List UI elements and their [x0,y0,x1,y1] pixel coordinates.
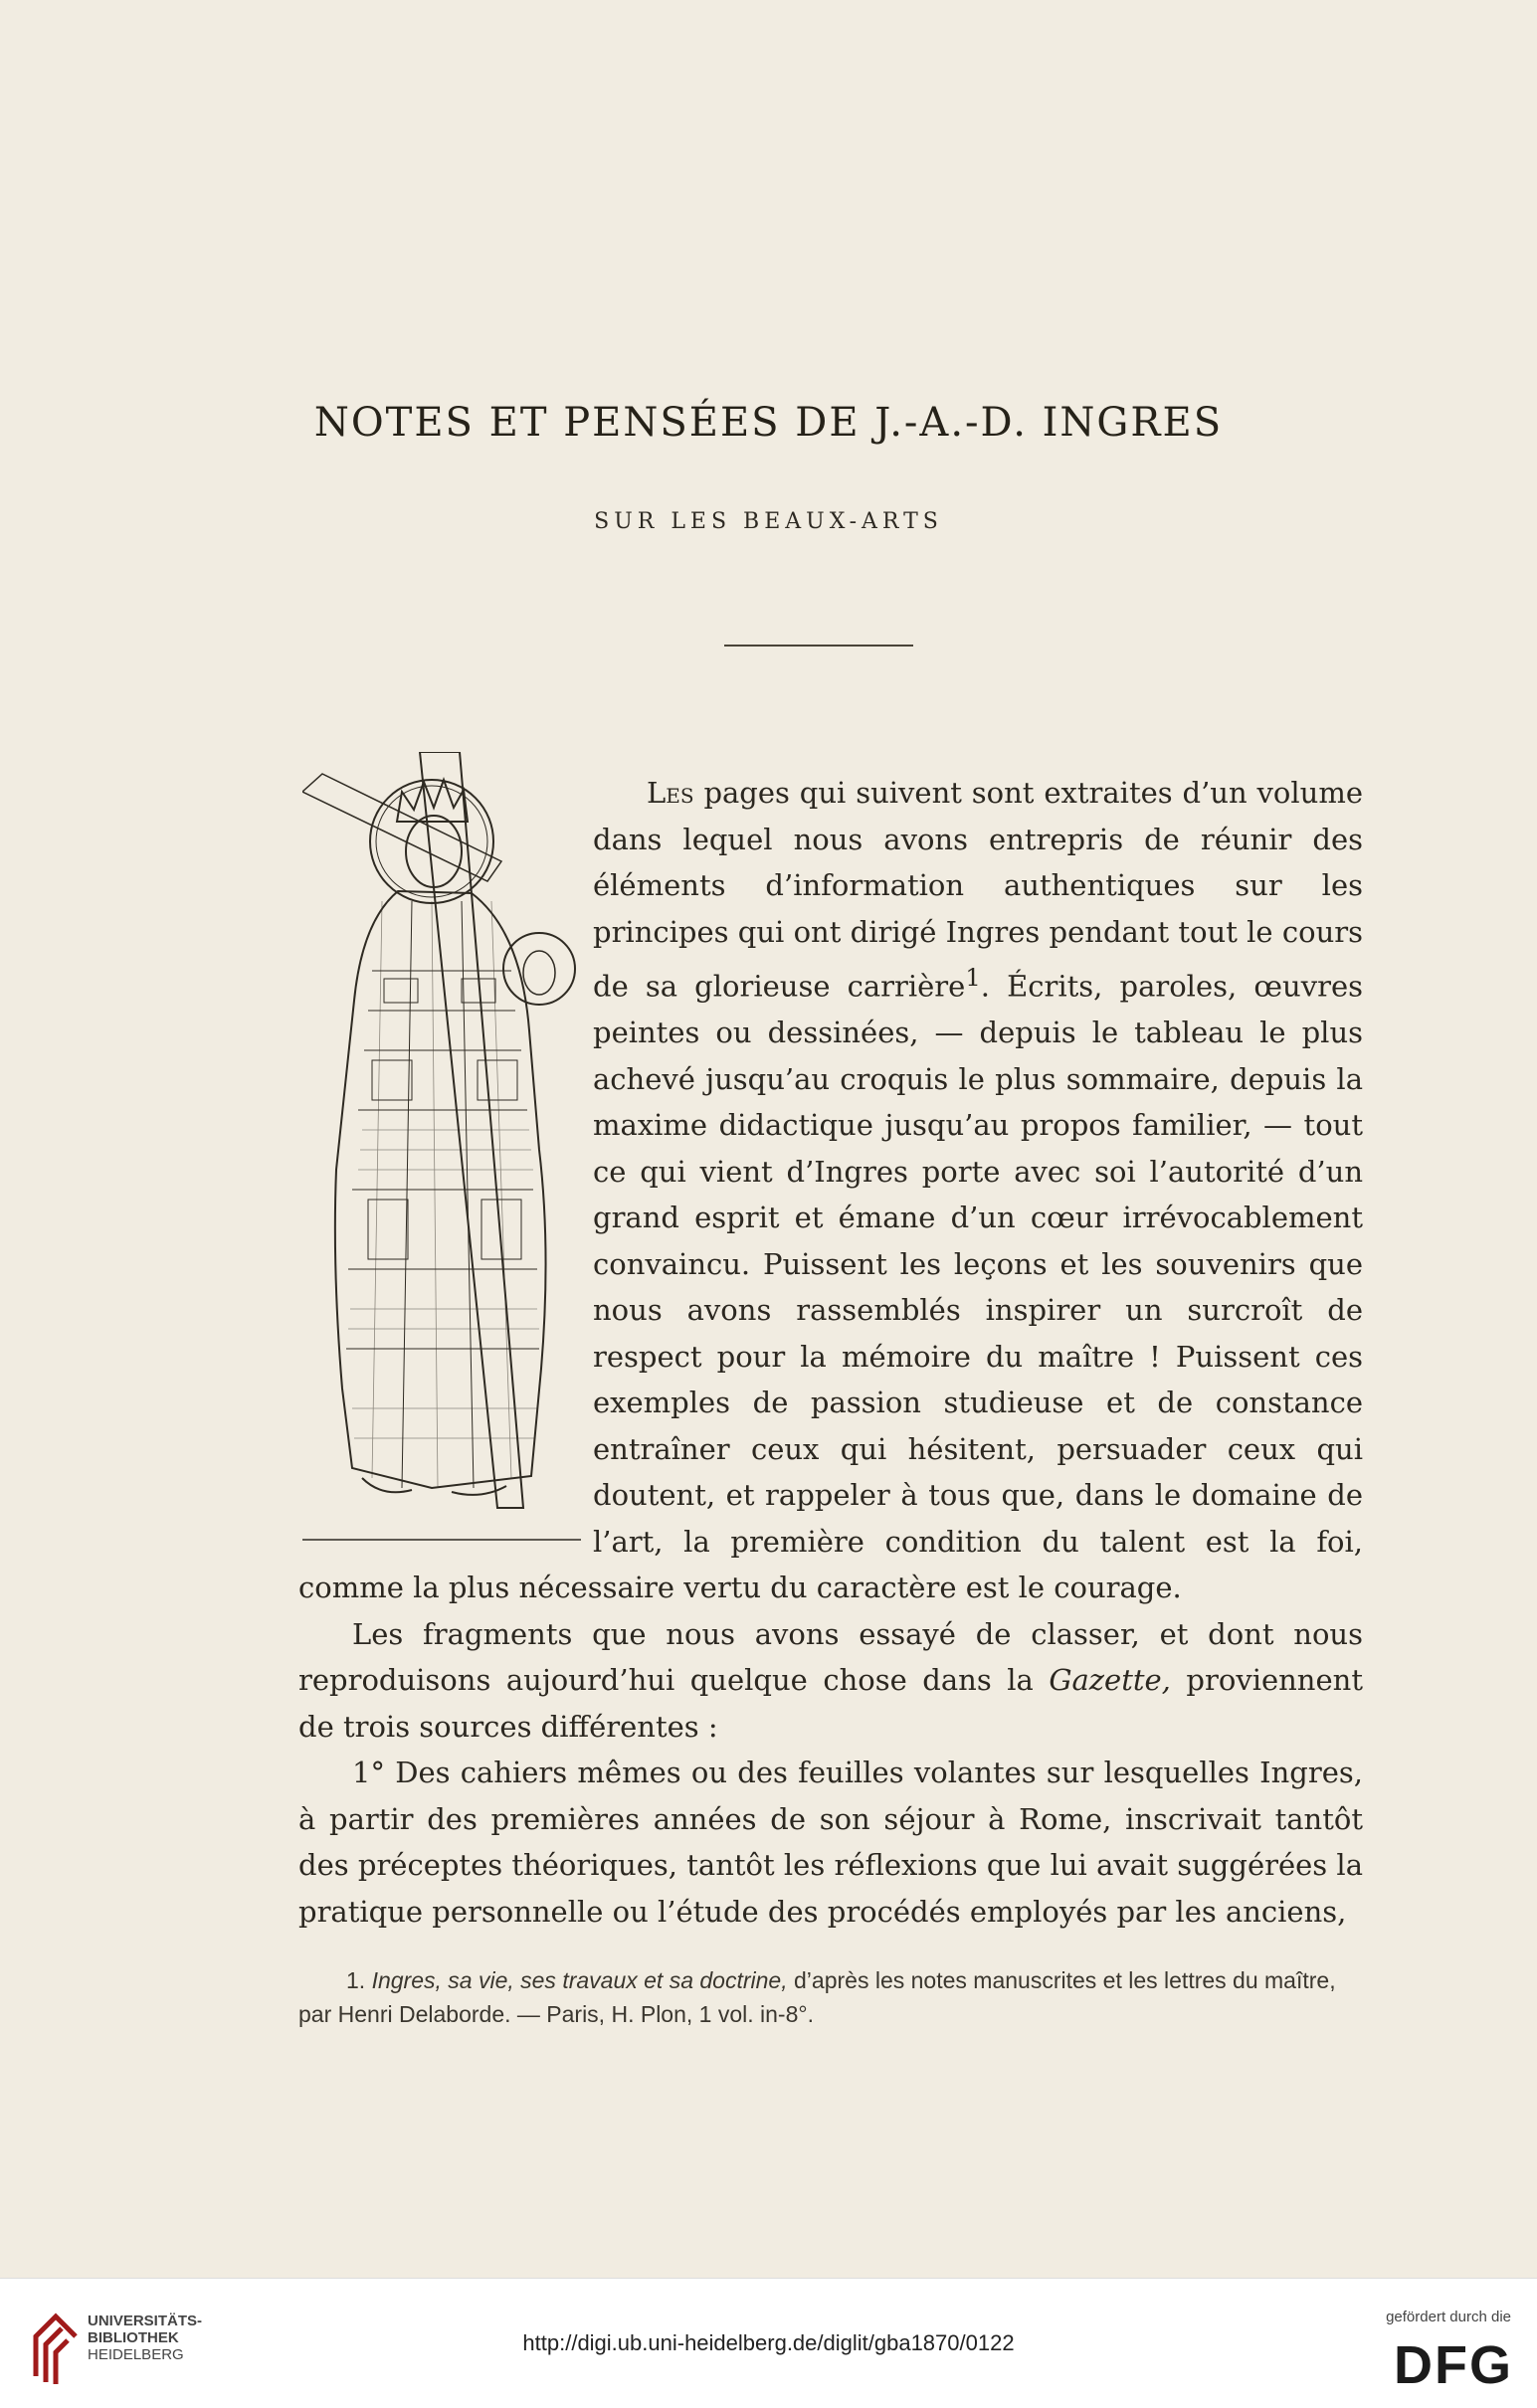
article-subtitle: SUR LES BEAUX-ARTS [594,509,943,534]
viewer-footer [0,2278,1537,2408]
footnote-book-title: Ingres, sa vie, ses travaux et sa doctrine, [371,1967,788,1993]
funding-caption: gefördert durch die [1386,2309,1511,2325]
library-name-line: HEIDELBERG [88,2346,184,2363]
gazette-italic: Gazette, [1049,1663,1171,1698]
footnote-number: 1. [346,1967,366,1993]
footnote-text: d’après les notes manuscrites et les lettres du maître, par Henri Delaborde. — Paris, H. Plon, 1 vol. in-8°. [298,1967,1336,2027]
paragraph-intro-rest: . Écrits, paroles, œuvres peintes ou dessinées, — depuis le tableau le plus achevé jusqu’au croquis le plus sommaire, depuis la maxime didactique jusqu’au propos familier, — tout ce qui vient d’Ingres porte avec soi l’autorité d’un grand esprit et émane d’un cœur irrévocablement convaincu. Puissent les leçons et les souvenirs que nous avons rassemblés inspirer un surcroît de respect pour la mémoire du maître ! Puissent ces exemples de passion studieuse et de constance entraîner ceux qui hésitent, persuader ceux qui doutent, et rappeler à tous que, dans le domaine de l’art, la première condition du talent est la foi, comme la plus nécessaire vertu du caractère est le courage. [298,969,1363,1605]
footnote [298,1963,1363,2031]
library-name-line: UNIVERSITÄTS- [88,2313,203,2329]
dfg-logo[interactable]: DFG [1394,2335,1513,2395]
paragraph-sources-rest: proviennent de trois sources différentes : [298,1663,1363,1744]
title-divider [724,645,913,647]
paragraph-intro-text: pages qui suivent sont extraites d’un volume dans lequel nous avons entrepris de réunir des éléments d’information authentiques sur les principes qui ont dirigé Ingres pendant tout le cours de sa glorieuse carrière [593,776,1363,1004]
library-name-line: BIBLIOTHEK [88,2329,179,2346]
footnote-marker: 1 [965,964,981,992]
paragraph-sources-text: Les fragments que nous avons essayé de classer, et dont nous reproduisons aujourd’hui quelque chose dans la [298,1616,1363,1698]
article-body [298,770,1363,1935]
paragraph-first-source: 1° Des cahiers mêmes ou des feuilles volantes sur lesquelles Ingres, à partir des premières années de son séjour à Rome, inscrivait tantôt des préceptes théoriques, tantôt les réflexions que lui avait suggérées la pratique personnelle ou l’étude des procédés employés par les anciens, [298,1756,1363,1929]
permalink-url[interactable]: http://digi.ub.uni-heidelberg.de/diglit/gba1870/0122 [522,2330,1015,2355]
article-title: NOTES ET PENSÉES DE J.-A.-D. INGRES [313,400,1224,446]
dropcap-word: Les [647,776,694,810]
paragraph-sources [298,1611,1363,1751]
